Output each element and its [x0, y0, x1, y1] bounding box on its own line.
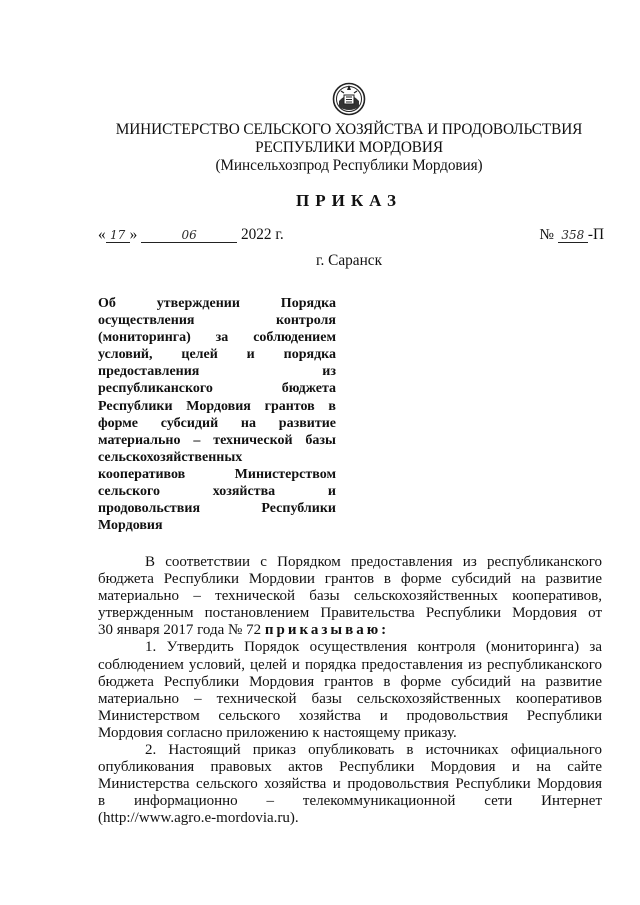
body-line: в информационно – телекоммуникационной сети Интернет: [98, 793, 602, 810]
number-suffix: -П: [587, 226, 604, 243]
body-line: 1. Утвердить Порядок осуществления контроля (мониторинга) за: [145, 639, 602, 656]
body-line: (http://www.agro.e-mordovia.ru).: [98, 810, 299, 827]
body-line: 2. Настоящий приказ опубликовать в источниках официального: [145, 742, 602, 759]
order-command: приказываю:: [264, 622, 390, 639]
subject-line: кооперативов Министерством: [98, 466, 336, 482]
body-line: материально – технической базы сельскохозяйственных кооперативов: [98, 690, 602, 707]
order-number-handwritten: 358: [558, 228, 588, 243]
order-body: [98, 554, 602, 828]
subject-line: Об утверждении Порядка: [98, 296, 336, 311]
order-title: ПРИКАЗ: [296, 191, 402, 210]
body-line: соблюдением условий, целей и порядка предоставления из республиканского: [98, 656, 602, 673]
date-month-handwritten: 06: [141, 228, 237, 243]
subject-line: сельского хозяйства и: [98, 484, 336, 500]
coat-of-arms-icon: [332, 82, 366, 116]
body-line: бюджета Республики Мордовии грантов в форме субсидий на развитие: [98, 571, 602, 588]
body-text: 30 января 2017 года № 72: [98, 622, 265, 639]
order-number: [539, 226, 604, 244]
body-line: материально – технической базы сельскохозяйственных кооперативов,: [98, 588, 602, 605]
order-subject: [98, 295, 336, 534]
subject-line: Республики Мордовия грантов в: [98, 398, 336, 414]
subject-line: сельскохозяйственных: [98, 449, 243, 465]
body-line: бюджета Республики Мордовия грантов в форме субсидий на развитие: [98, 673, 602, 690]
subject-line: форме субсидий на развитие: [98, 415, 336, 431]
subject-line: республиканского бюджета: [98, 381, 336, 397]
ministry-name-line2: РЕСПУБЛИКИ МОРДОВИЯ: [255, 139, 443, 156]
body-line: Министерства сельского хозяйства и продовольствия Республики Мордовия: [98, 776, 602, 793]
subject-line: (мониторинга) за соблюдением: [98, 330, 336, 346]
date-quote-close: »: [129, 226, 138, 243]
body-line: [98, 622, 602, 639]
subject-line: условий, целей и порядка: [98, 347, 336, 363]
body-line: опубликования правовых актов Республики Мордовия и на сайте: [98, 759, 602, 776]
ministry-header: [80, 121, 618, 175]
subject-line: осуществления контроля: [98, 313, 336, 329]
body-line: Мордовия согласно приложению к настоящему приказу.: [98, 724, 457, 741]
body-line: утвержденным постановлением Правительства Республики Мордовия от: [98, 605, 602, 622]
subject-line: предоставления из: [98, 364, 336, 380]
order-city: г. Саранск: [315, 252, 383, 269]
subject-line: материально – технической базы: [98, 432, 336, 448]
date-year: 2022 г.: [240, 226, 284, 243]
body-line: Министерством сельского хозяйства и продовольствия Республики: [98, 707, 602, 724]
ministry-name-line1: МИНИСТЕРСТВО СЕЛЬСКОГО ХОЗЯЙСТВА И ПРОДОВОЛЬСТВИЯ: [115, 121, 583, 138]
date-quote-open: «: [98, 226, 106, 243]
ministry-short-name: (Минсельхозпрод Республики Мордовия): [215, 157, 483, 174]
order-date: [98, 226, 284, 244]
body-line: В соответствии с Порядком предоставления из республиканского: [145, 554, 602, 570]
date-day-handwritten: 17: [106, 228, 130, 243]
subject-line: Мордовия: [98, 518, 163, 534]
number-sign: №: [539, 226, 555, 243]
subject-line: продовольствия Республики: [98, 501, 336, 517]
